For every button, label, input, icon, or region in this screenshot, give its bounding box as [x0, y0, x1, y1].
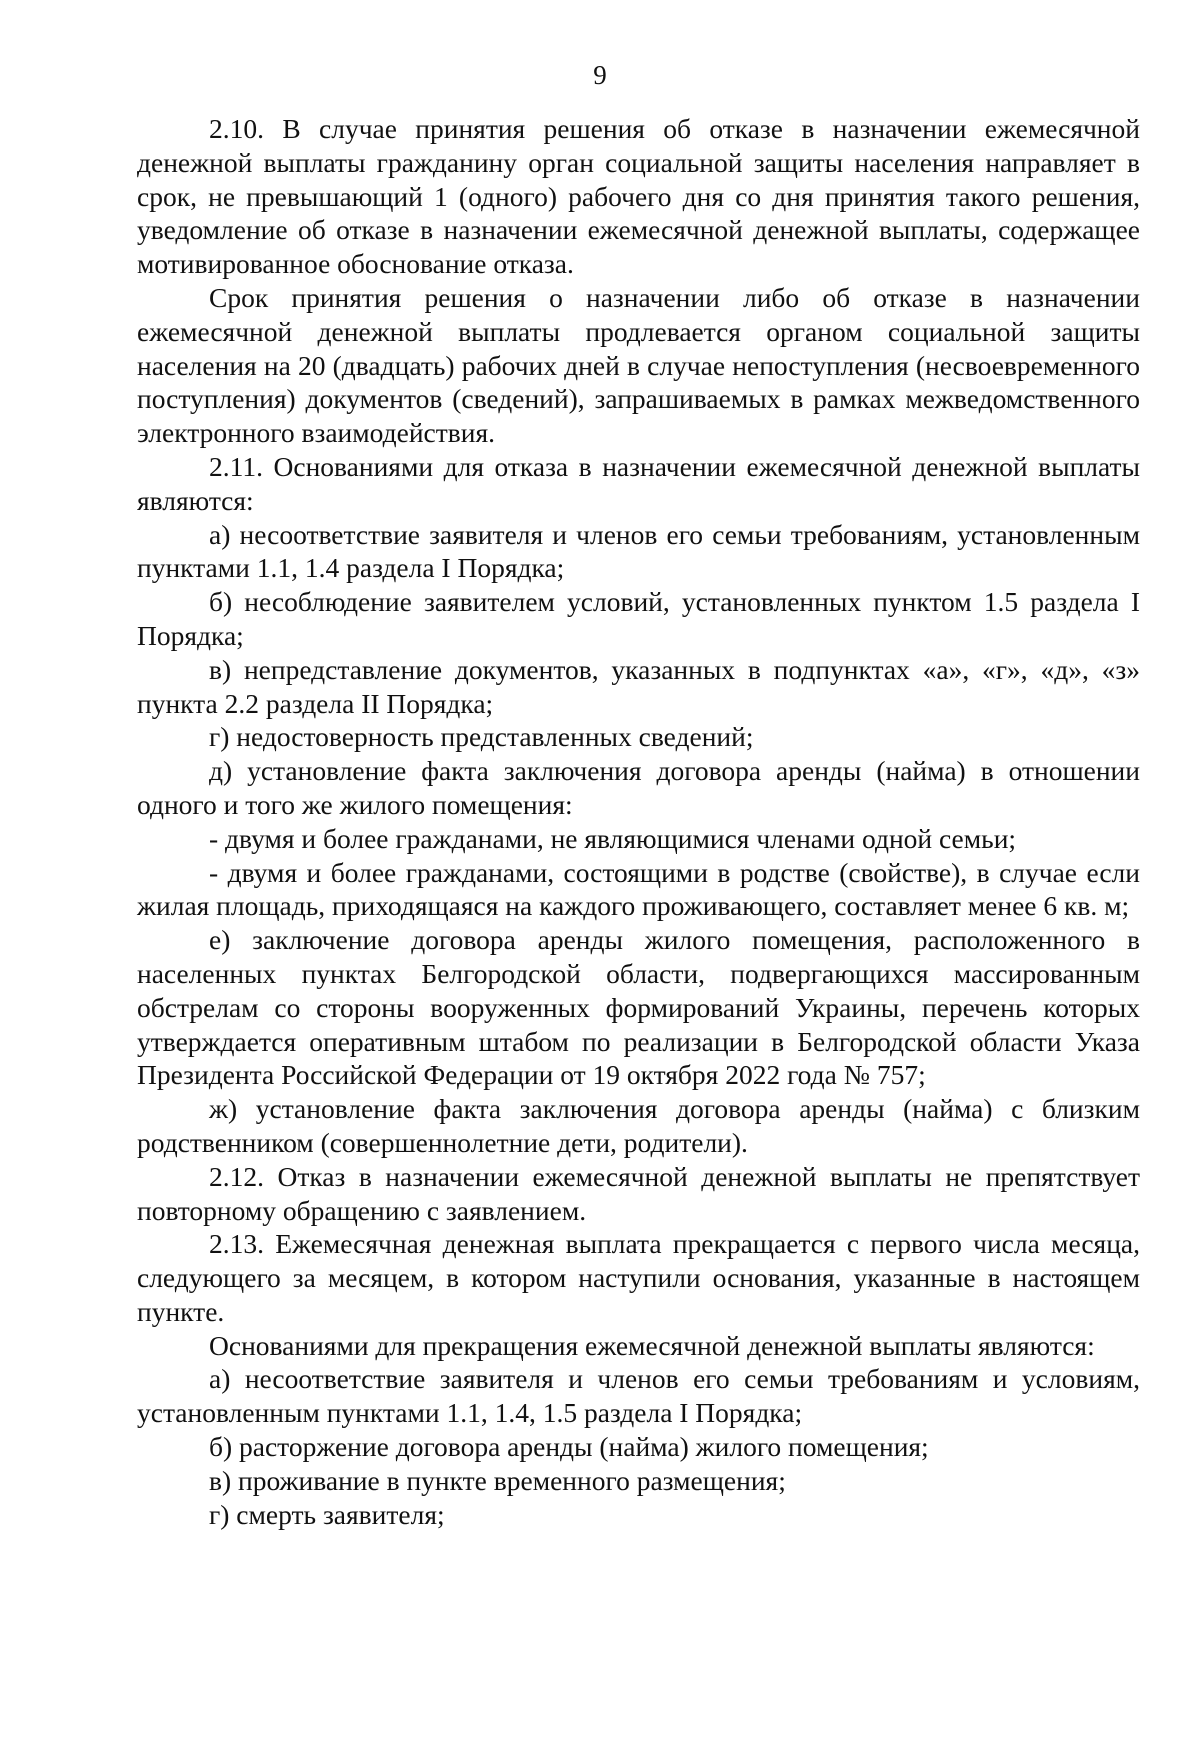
- list-item-a: а) несоответствие заявителя и членов его семьи требованиям, установленным пунктами 1.1, 1.4 раздела I Порядка;: [137, 518, 1140, 584]
- paragraph-termination-grounds: Основаниями для прекращения ежемесячной денежной выплаты являются:: [209, 1329, 1095, 1361]
- termination-item-v: в) проживание в пункте временного размещения;: [209, 1464, 786, 1496]
- list-item-zh: ж) установление факта заключения договора аренды (найма) с близким родственником (совершеннолетние дети, родители).: [137, 1093, 1140, 1158]
- paragraph-decision-term: Срок принятия решения о назначении либо об отказе в назначении ежемесячной денежной выплаты продлевается органом социальной защиты населения на 20 (двадцать) рабочих дней в случае непоступления (несвоевременного поступления) документов (сведений), запрашиваемых в рамках межведомственного электронного взаимодействия.: [137, 281, 1140, 449]
- list-item-v: в) непредставление документов, указанных в подпунктах «а», «г», «д», «з» пункта 2.2 раздела II Порядка;: [137, 653, 1140, 719]
- paragraph-2-11: 2.11. Основаниями для отказа в назначении ежемесячной денежной выплаты являются:: [137, 450, 1140, 516]
- page-number: 9: [593, 60, 607, 90]
- list-item-b: б) несоблюдение заявителем условий, установленных пунктом 1.5 раздела I Порядка;: [137, 586, 1140, 651]
- document-body: [137, 112, 1140, 1531]
- list-item-e: е) заключение договора аренды жилого помещения, расположенного в населенных пунктах Белгородской области, подвергающихся массированным обстрелам со стороны вооруженных формирований Украины, перечень которых утверждается оперативным штабом по реализации в Белгородской области Указа Президента Российской Федерации от 19 октября 2022 года № 757;: [137, 924, 1140, 1091]
- termination-item-a: а) несоответствие заявителя и членов его семьи требованиям и условиям, установленным пунктами 1.1, 1.4, 1.5 раздела I Порядка;: [137, 1363, 1140, 1429]
- list-item-d: д) установление факта заключения договора аренды (найма) в отношении одного и того же жилого помещения:: [137, 755, 1140, 820]
- paragraph-2-10: 2.10. В случае принятия решения об отказе в назначении ежемесячной денежной выплаты гражданину орган социальной защиты населения направляет в срок, не превышающий 1 (одного) рабочего дня со дня принятия такого решения, уведомление об отказе в назначении ежемесячной денежной выплаты, содержащее мотивированное обоснование отказа.: [137, 113, 1140, 280]
- list-item-g: г) недостоверность представленных сведений;: [209, 721, 754, 753]
- paragraph-2-12: 2.12. Отказ в назначении ежемесячной денежной выплаты не препятствует повторному обращению с заявлением.: [137, 1160, 1140, 1226]
- paragraph-2-13: 2.13. Ежемесячная денежная выплата прекращается с первого числа месяца, следующего за месяцем, в котором наступили основания, указанные в настоящем пункте.: [137, 1228, 1140, 1327]
- termination-item-g: г) смерть заявителя;: [209, 1498, 445, 1530]
- list-subitem-1: - двумя и более гражданами, не являющимися членами одной семьи;: [209, 822, 1017, 854]
- list-subitem-2: - двумя и более гражданами, состоящими в родстве (свойстве), в случае если жилая площадь, приходящаяся на каждого проживающего, составляет менее 6 кв. м;: [137, 856, 1140, 922]
- termination-item-b: б) расторжение договора аренды (найма) жилого помещения;: [209, 1431, 929, 1463]
